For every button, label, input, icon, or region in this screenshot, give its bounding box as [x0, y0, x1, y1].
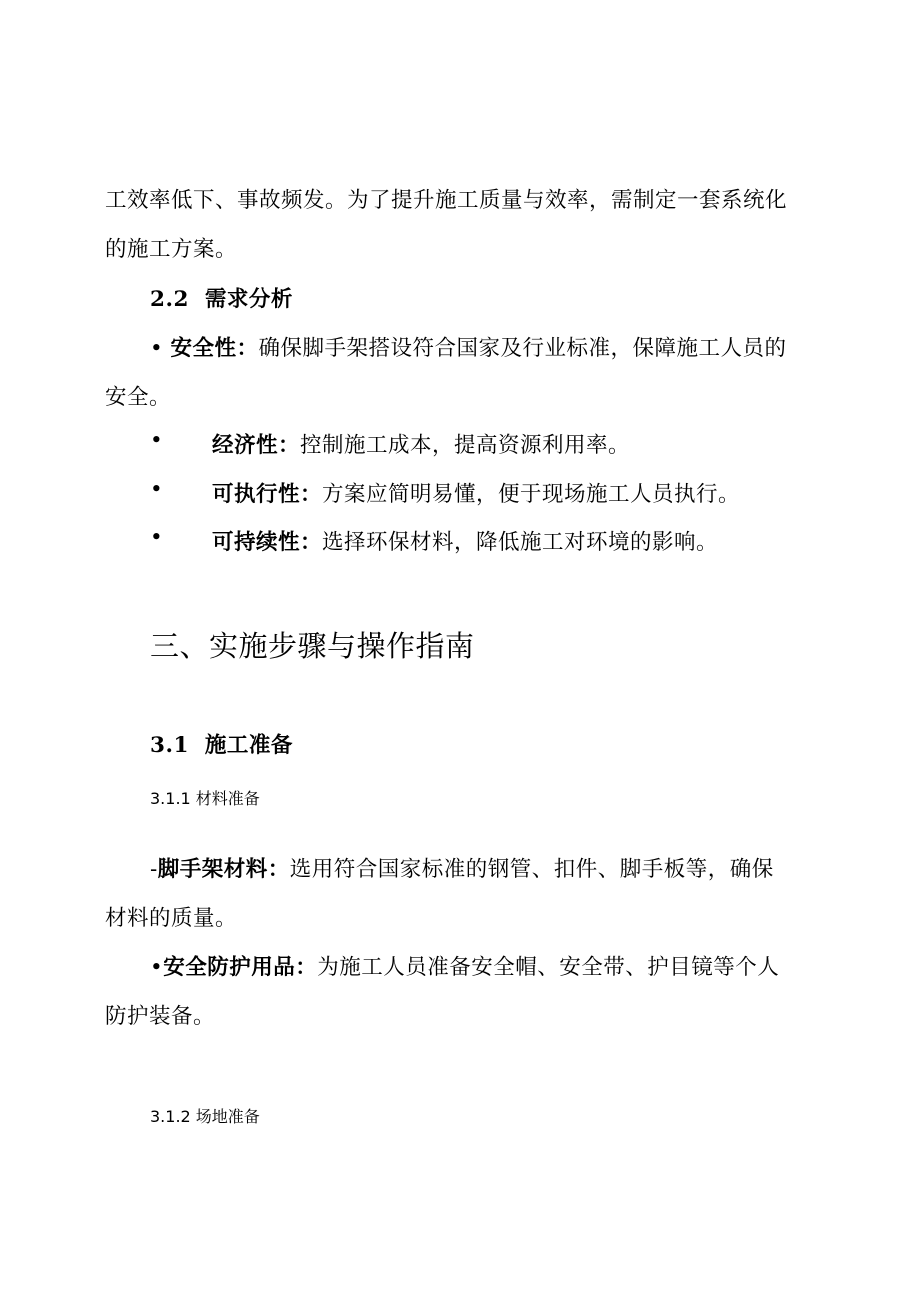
list-item-scaffold-materials-continued: 材料的质量。	[105, 906, 238, 931]
item-text: 方案应简明易懂，便于现场施工人员执行。	[322, 482, 741, 507]
item-label: 可持续性：	[212, 530, 323, 555]
list-item-safety-equipment-continued: 防护装备。	[105, 1004, 216, 1029]
section-number: 3.1	[150, 733, 189, 758]
list-item-safety	[150, 331, 787, 362]
list-item-sustainability	[212, 525, 718, 556]
item-text: 为施工人员准备安全帽、安全带、护目镜等个人	[317, 955, 780, 980]
section-3-1-heading	[150, 728, 293, 759]
section-title: 需求分析	[204, 287, 293, 312]
section-number: 2.2	[150, 287, 189, 312]
item-label: 安全防护用品：	[163, 955, 318, 980]
intro-line-1: 工效率低下、事故频发。为了提升施工质量与效率，需制定一套系统化	[105, 188, 788, 213]
list-item-safety-equipment	[150, 950, 779, 981]
intro-line-2: 的施工方案。	[105, 237, 238, 262]
item-text: 选择环保材料，降低施工对环境的影响。	[322, 530, 719, 555]
item-label: 可执行性：	[212, 482, 323, 507]
bullet: •	[150, 477, 164, 502]
section-title: 施工准备	[204, 733, 293, 758]
section-3-1-2-heading: 3.1.2 场地准备	[150, 1107, 260, 1126]
bullet: -	[150, 857, 158, 882]
bullet: •	[150, 525, 164, 550]
bullet: •	[150, 336, 164, 361]
list-item-scaffold-materials	[150, 852, 774, 883]
item-label: 经济性：	[212, 433, 301, 458]
list-item-safety-continued: 安全。	[105, 385, 172, 410]
bullet: •	[150, 955, 164, 980]
item-text: 控制施工成本，提高资源利用率。	[300, 433, 631, 458]
section-3-1-1-heading: 3.1.1 材料准备	[150, 789, 260, 808]
item-label: 安全性：	[170, 336, 259, 361]
bullet: •	[150, 428, 164, 453]
chapter-3-heading: 三、实施步骤与操作指南	[150, 629, 475, 663]
item-label: 脚手架材料：	[157, 857, 290, 882]
list-item-executability	[212, 477, 740, 508]
item-text: 选用符合国家标准的钢管、扣件、脚手板等，确保	[289, 857, 774, 882]
section-2-2-heading	[150, 282, 293, 313]
list-item-economy	[212, 428, 630, 459]
item-text: 确保脚手架搭设符合国家及行业标准，保障施工人员的	[258, 336, 787, 361]
